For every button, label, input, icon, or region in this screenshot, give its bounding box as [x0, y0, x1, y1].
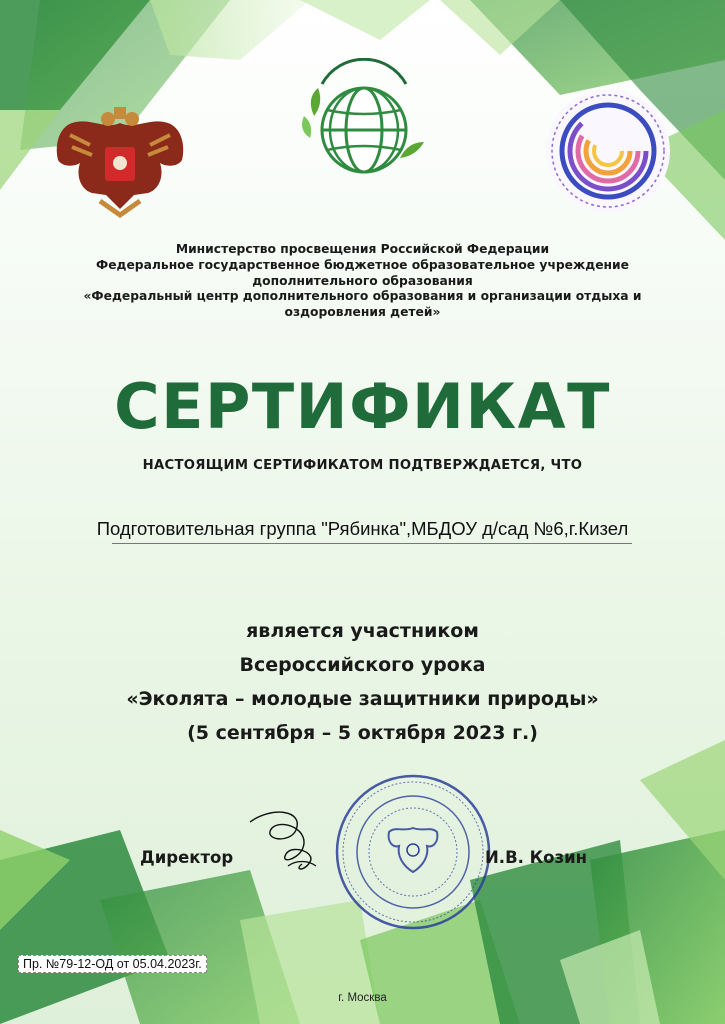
ekolyata-globe-logo — [296, 58, 432, 183]
certificate-title: СЕРТИФИКАТ — [114, 370, 611, 443]
russian-eagle-emblem-icon — [50, 105, 190, 223]
director-signature — [232, 800, 342, 880]
org-line-institution-type: Федеральное государственное бюджетное образовательное учреждение — [96, 257, 629, 272]
event-dates: (5 сентября – 5 октября 2023 г.) — [187, 722, 538, 744]
org-line-center-name: «Федеральный центр дополнительного образования и организации отдыха и — [83, 289, 642, 304]
event-type: Всероссийского урока — [239, 654, 486, 676]
certificate-subtitle: НАСТОЯЩИМ СЕРТИФИКАТОМ ПОДТВЕРЖДАЕТСЯ, ЧТО — [142, 458, 583, 473]
director-title: Директор — [140, 848, 234, 867]
director-name: И.В. Козин — [485, 848, 588, 867]
order-reference: Пр. №79-12-ОД от 05.04.2023г. — [18, 955, 207, 973]
org-line-ministry: Министерство просвещения Российской Федерации — [175, 242, 550, 256]
organization-header — [30, 242, 695, 321]
org-line-education: дополнительного образования — [252, 273, 473, 288]
recipient-underline — [112, 543, 632, 544]
event-name: «Эколята – молодые защитники природы» — [126, 688, 599, 710]
participation-statement: является участником — [246, 620, 479, 642]
recipient-name: Подготовительная группа "Рябинка",МБДОУ д/сад №6,г.Кизел — [96, 518, 629, 539]
issue-city: г. Москва — [338, 992, 387, 1004]
official-seal-stamp — [333, 772, 493, 932]
fcdo-spiral-logo — [542, 85, 674, 217]
org-line-center-name-end: оздоровления детей» — [284, 305, 441, 320]
